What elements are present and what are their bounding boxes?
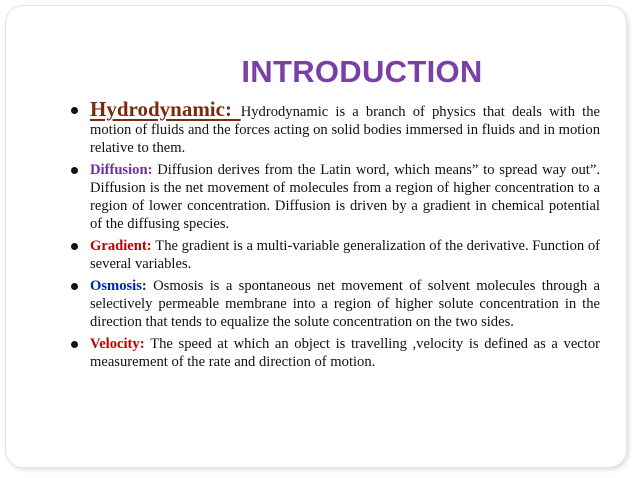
term-diffusion: Diffusion: — [90, 162, 158, 178]
term-gradient: Gradient: — [90, 238, 156, 254]
list-item-osmosis — [70, 277, 600, 331]
bullet-icon — [71, 167, 78, 174]
term-osmosis: Osmosis: — [90, 278, 154, 294]
bullet-icon — [71, 243, 78, 250]
slide-title: INTRODUCTION — [241, 54, 483, 89]
list-item-gradient — [70, 237, 600, 273]
definition-diffusion: Diffusion derives from the Latin word, which means” to spread way out”. Diffusion is the net movement of molecules from a region of higher concentration to a region of lower concentration. Diffusion is driven by a gradient in chemical potential of the diffusing species. — [90, 162, 600, 232]
bullet-icon — [71, 283, 78, 290]
definition-gradient: The gradient is a multi-variable generalization of the derivative. Function of several variables. — [90, 238, 600, 272]
list-item-velocity — [70, 335, 600, 371]
definition-osmosis: Osmosis is a spontaneous net movement of solvent molecules through a selectively permeable membrane into a region of higher solute concentration in the direction that tends to equalize the solute concentration on the two sides. — [90, 278, 600, 330]
definition-hydrodynamic: Hydrodynamic is a branch of physics that deals with the motion of fluids and the forces acting on solid bodies immersed in fluids and in motion relative to them. — [90, 104, 600, 156]
bullet-icon — [71, 107, 78, 114]
definition-list — [70, 98, 600, 375]
bullet-icon — [71, 341, 78, 348]
list-item-diffusion — [70, 161, 600, 233]
definition-velocity: The speed at which an object is travelling ,velocity is defined as a vector measurement of the rate and direction of motion. — [90, 336, 600, 370]
term-velocity: Velocity: — [90, 336, 151, 352]
term-hydrodynamic: Hydrodynamic: — [90, 97, 241, 121]
list-item-hydrodynamic — [70, 98, 600, 157]
